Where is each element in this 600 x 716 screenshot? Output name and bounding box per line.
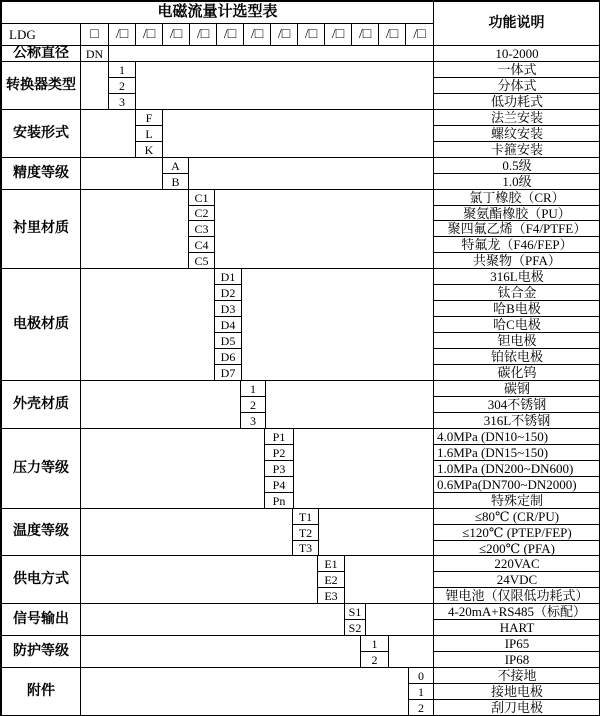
code-cell: 3 — [240, 412, 266, 429]
filler-cell — [80, 603, 345, 636]
code-cell: P3 — [264, 460, 294, 477]
function-cell: 1.6MPa (DN15~150) — [433, 444, 600, 461]
selector-box-cell: /□ — [135, 23, 163, 46]
function-cell: 锂电池（仅限低功耗式） — [433, 587, 600, 604]
category-label: 防护等级 — [1, 635, 81, 668]
filler-cell — [241, 268, 434, 381]
category-label: 转换器类型 — [1, 61, 81, 110]
category-label: 电极材质 — [1, 268, 81, 381]
function-cell: 碳化钨 — [433, 364, 600, 381]
code-cell: B — [162, 173, 189, 190]
filler-cell — [188, 157, 434, 190]
code-cell: D6 — [214, 348, 242, 365]
function-cell: 220VAC — [433, 555, 600, 572]
function-cell: 氯丁橡胶（CR） — [433, 189, 600, 206]
code-cell: 0 — [408, 667, 434, 684]
category-label: 外壳材质 — [1, 380, 81, 429]
function-cell: 钽电极 — [433, 332, 600, 349]
function-cell: 304不锈钢 — [433, 396, 600, 413]
selector-box-cell: /□ — [162, 23, 190, 46]
function-cell: 共聚物（PFA） — [433, 252, 600, 269]
filler-cell — [80, 635, 361, 668]
selector-box-cell: /□ — [243, 23, 271, 46]
model-code-cell: LDG — [1, 23, 81, 46]
filler-cell — [344, 555, 434, 604]
function-cell: 1.0MPa (DN200~DN600) — [433, 460, 600, 477]
code-cell: C5 — [188, 252, 215, 269]
function-cell: 低功耗式 — [433, 93, 600, 110]
function-cell: HART — [433, 619, 600, 636]
filler-cell — [80, 109, 136, 158]
filler-cell — [80, 268, 215, 381]
code-cell: C3 — [188, 220, 215, 237]
filler-cell — [135, 61, 434, 110]
code-cell: D5 — [214, 332, 242, 349]
filler-cell — [162, 109, 434, 158]
code-cell: 1 — [240, 380, 266, 397]
function-cell: 聚四氟乙烯（F4/PTFE） — [433, 220, 600, 237]
code-cell: 1 — [360, 635, 389, 652]
code-cell: 2 — [240, 396, 266, 413]
code-cell: D1 — [214, 268, 242, 285]
selector-box-cell: □ — [80, 23, 109, 46]
code-cell: E1 — [317, 555, 345, 572]
function-cell: 4.0MPa (DN10~150) — [433, 428, 600, 445]
filler-cell — [388, 635, 434, 668]
filler-cell — [80, 380, 241, 429]
selector-box-cell: /□ — [189, 23, 217, 46]
category-label: 精度等级 — [1, 157, 81, 190]
code-cell: DN — [80, 45, 109, 62]
code-cell: E3 — [317, 587, 345, 604]
function-cell: 10-2000 — [433, 45, 600, 62]
function-cell: 接地电极 — [433, 683, 600, 700]
filler-cell — [214, 189, 434, 269]
code-cell: D2 — [214, 284, 242, 301]
code-cell: 2 — [408, 699, 434, 716]
code-cell: T3 — [292, 540, 319, 556]
code-cell: D3 — [214, 300, 242, 317]
function-cell: 法兰安装 — [433, 109, 600, 126]
function-cell: 不接地 — [433, 667, 600, 684]
filler-cell — [80, 428, 265, 509]
filler-cell — [365, 603, 434, 636]
category-label: 压力等级 — [1, 428, 81, 509]
function-cell: 0.6MPa(DN700~DN2000) — [433, 476, 600, 493]
selector-box-cell: /□ — [297, 23, 325, 46]
filler-cell — [80, 157, 163, 190]
function-cell: 哈C电极 — [433, 316, 600, 333]
filler-cell — [293, 428, 434, 509]
function-cell: IP68 — [433, 651, 600, 668]
code-cell: 2 — [108, 77, 136, 94]
code-cell: C2 — [188, 205, 215, 221]
function-cell: 哈B电极 — [433, 300, 600, 317]
filler-cell — [108, 45, 434, 62]
function-cell: 特氟龙（F46/FEP） — [433, 236, 600, 253]
filler-cell — [265, 380, 434, 429]
filler-cell — [80, 189, 189, 269]
code-cell: S1 — [344, 603, 366, 620]
selector-box-cell: /□ — [351, 23, 379, 46]
function-cell: 刮刀电极 — [433, 699, 600, 716]
function-cell: 铂铱电极 — [433, 348, 600, 365]
selector-box-cell: /□ — [108, 23, 136, 46]
selector-box-cell: /□ — [270, 23, 298, 46]
category-label: 公称直径 — [1, 45, 81, 62]
code-cell: 3 — [108, 93, 136, 110]
code-cell: K — [135, 141, 163, 158]
function-cell: 316L电极 — [433, 268, 600, 285]
code-cell: 2 — [360, 651, 389, 668]
code-cell: 1 — [108, 61, 136, 78]
selector-box-cell: /□ — [405, 23, 434, 46]
function-cell: 螺纹安装 — [433, 125, 600, 142]
function-cell: IP65 — [433, 635, 600, 652]
code-cell: C4 — [188, 236, 215, 253]
function-cell: 碳钢 — [433, 380, 600, 397]
code-cell: P1 — [264, 428, 294, 445]
category-label: 温度等级 — [1, 508, 81, 556]
code-cell: D4 — [214, 316, 242, 333]
function-cell: 一体式 — [433, 61, 600, 78]
category-label: 供电方式 — [1, 555, 81, 604]
function-cell: ≤80℃ (CR/PU) — [433, 508, 600, 525]
category-label: 衬里材质 — [1, 189, 81, 269]
filler-cell — [318, 508, 434, 556]
selector-box-cell: /□ — [216, 23, 244, 46]
selector-box-cell: /□ — [378, 23, 406, 46]
function-cell: 0.5级 — [433, 157, 600, 174]
code-cell: E2 — [317, 571, 345, 588]
function-cell: ≤120℃ (PTEP/FEP) — [433, 524, 600, 541]
filler-cell — [80, 61, 109, 110]
code-cell: L — [135, 125, 163, 142]
code-cell: A — [162, 157, 189, 174]
table-title: 电磁流量计选型表 — [1, 1, 434, 24]
code-cell: F — [135, 109, 163, 126]
function-cell: 316L不锈钢 — [433, 412, 600, 429]
function-cell: 24VDC — [433, 571, 600, 588]
filler-cell — [80, 667, 409, 716]
category-label: 附件 — [1, 667, 81, 716]
function-cell: 1.0级 — [433, 173, 600, 190]
function-cell: 聚氨酯橡胶（PU） — [433, 205, 600, 221]
function-cell: 4-20mA+RS485（标配） — [433, 603, 600, 620]
code-cell: P2 — [264, 444, 294, 461]
category-label: 信号输出 — [1, 603, 81, 636]
function-column-header: 功能说明 — [433, 1, 600, 46]
function-cell: 特殊定制 — [433, 492, 600, 509]
code-cell: T1 — [292, 508, 319, 525]
category-label: 安装形式 — [1, 109, 81, 158]
function-cell: 钛合金 — [433, 284, 600, 301]
code-cell: D7 — [214, 364, 242, 381]
code-cell: Pn — [264, 492, 294, 509]
selector-box-cell: /□ — [324, 23, 352, 46]
code-cell: T2 — [292, 524, 319, 541]
code-cell: 1 — [408, 683, 434, 700]
filler-cell — [80, 508, 293, 556]
function-cell: 分体式 — [433, 77, 600, 94]
function-cell: 卡箍安装 — [433, 141, 600, 158]
code-cell: C1 — [188, 189, 215, 206]
filler-cell — [80, 555, 318, 604]
code-cell: P4 — [264, 476, 294, 493]
function-cell: ≤200℃ (PFA) — [433, 540, 600, 556]
code-cell: S2 — [344, 619, 366, 636]
